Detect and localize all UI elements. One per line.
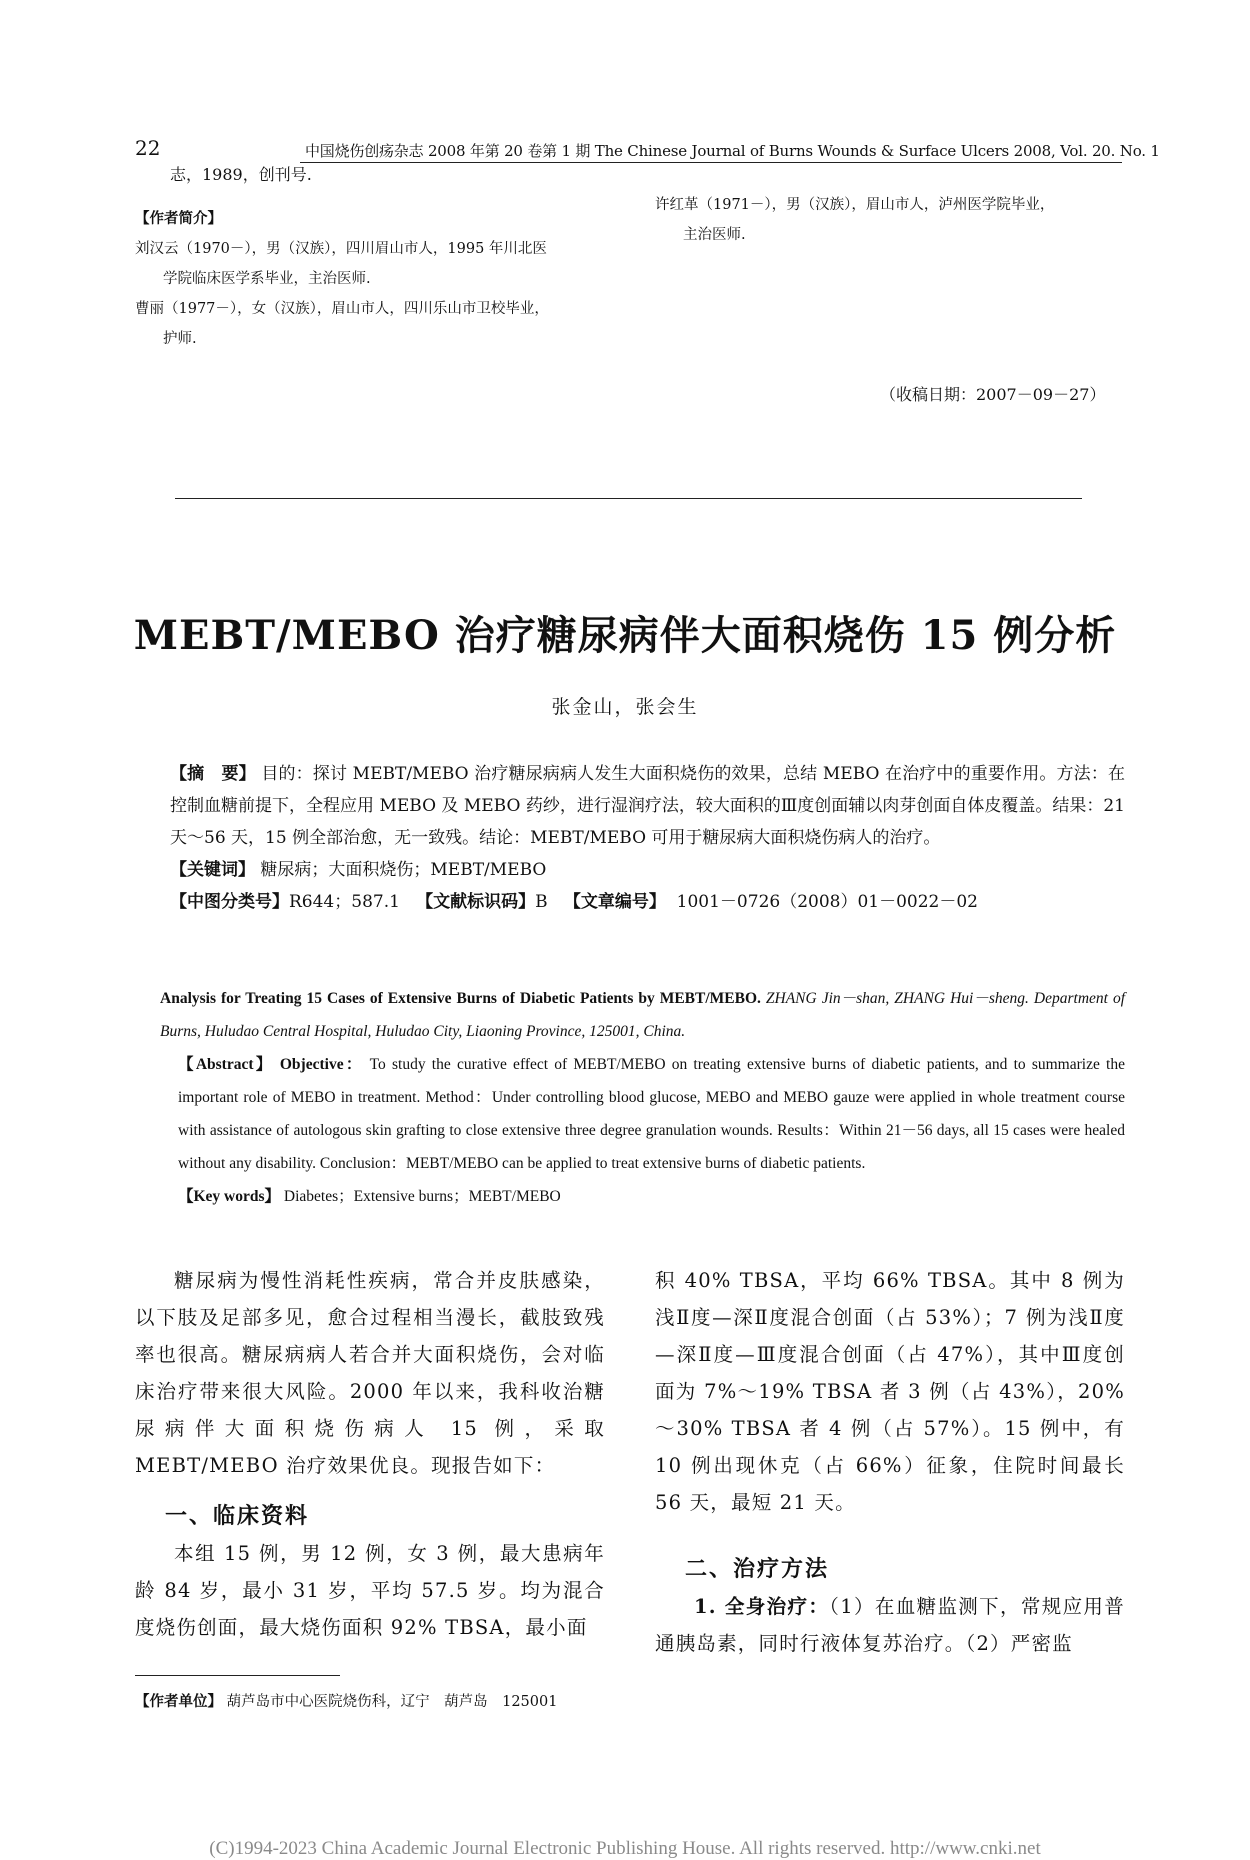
clinical-paragraph: 本组 15 例，男 12 例，女 3 例，最大患病年龄 84 岁，最小 31 岁，平均 57.5 岁。均为混合度烧伤创面，最大烧伤面积 92% TBSA，最小面 bbox=[135, 1542, 605, 1639]
keywords-label: 【关键词】 bbox=[170, 860, 255, 880]
top-right-block bbox=[655, 190, 1125, 250]
page-number: 22 bbox=[135, 136, 161, 160]
en-title: Analysis for Treating 15 Cases of Extensive Burns of Diabetic Patients by MEBT/MEBO. bbox=[160, 990, 761, 1007]
article-authors: 张金山，张会生 bbox=[551, 696, 699, 718]
body-right bbox=[655, 1262, 1125, 1662]
abstract-cn bbox=[170, 758, 1125, 918]
keywords-text: 糖尿病；大面积烧伤；MEBT/MEBO bbox=[255, 860, 547, 880]
en-authors-affiliation: ZHANG Jin－shan, ZHANG Hui－sheng. Department of Burns, Huludao Central Hospital, Huludao City, Liaoning Province, 125001, China. bbox=[160, 990, 1125, 1040]
footnote-label: 【作者单位】 bbox=[135, 1693, 222, 1710]
doc-code-value: B bbox=[535, 892, 548, 912]
treatment-paragraph: （1）在血糖监测下，常规应用普通胰岛素，同时行液体复苏治疗。（2）严密监 bbox=[655, 1595, 1125, 1655]
top-left-block bbox=[135, 160, 605, 354]
en-keywords-label: 【Key words】 bbox=[178, 1188, 281, 1205]
author-intro-label: 【作者简介】 bbox=[135, 210, 222, 227]
abstract-label: 【摘 要】 bbox=[170, 764, 256, 784]
copyright-watermark: (C)1994-2023 China Academic Journal Electronic Publishing House. All rights reserved. http://www.cnki.net bbox=[209, 1838, 1041, 1859]
clinical-paragraph-cont: 积 40% TBSA，平均 66% TBSA。其中 8 例为浅Ⅱ度—深Ⅱ度混合创面（占 53%）；7 例为浅Ⅱ度—深Ⅱ度—Ⅲ度混合创面（占 47%），其中Ⅲ度创面为 7%～19% TBSA 者 3 例（占 43%），20%～30% TBSA 者 4 例（占 57%）。15 例中，有 10 例出现休克（占 66%）征象，住院时间最长 56 天，最短 21 天。 bbox=[655, 1269, 1125, 1514]
section-heading-1: 一、临床资料 bbox=[165, 1503, 310, 1529]
section-heading-2: 二、治疗方法 bbox=[685, 1556, 830, 1582]
doc-code-label: 【文献标识码】 bbox=[416, 892, 536, 912]
author-intro-3b: 主治医师. bbox=[683, 227, 746, 243]
abstract-en bbox=[160, 982, 1125, 1213]
author-intro-2: 曹丽（1977－），女（汉族），眉山市人，四川乐山市卫校毕业， bbox=[135, 301, 549, 317]
intro-paragraph: 糖尿病为慢性消耗性疾病，常合并皮肤感染，以下肢及足部多见，愈合过程相当漫长，截肢致残率也很高。糖尿病病人若合并大面积烧伤，会对临床治疗带来很大风险。2000 年以来，我科收治糖尿病伴大面积烧伤病人 15 例，采取 MEBT/MEBO 治疗效果优良。现报告如下： bbox=[135, 1269, 605, 1477]
abstract-text: 目的：探讨 MEBT/MEBO 治疗糖尿病病人发生大面积烧伤的效果，总结 MEBO 在治疗中的重要作用。方法：在控制血糖前提下，全程应用 MEBO 及 MEBO 药纱，进行湿润疗法，较大面积的Ⅲ度创面辅以肉芽创面自体皮覆盖。结果：21 天～56 天，15 例全部治愈，无一致残。结论：MEBT/MEBO 可用于糖尿病大面积烧伤病人的治疗。 bbox=[170, 764, 1125, 848]
footnote-text: 葫芦岛市中心医院烧伤科，辽宁 葫芦岛 125001 bbox=[222, 1694, 558, 1710]
footnote-rule bbox=[135, 1675, 340, 1676]
en-objective-label: Objective： bbox=[273, 1056, 364, 1073]
class-value: R644；587.1 bbox=[289, 892, 400, 912]
author-intro-1b: 学院临床医学系毕业，主治医师. bbox=[163, 271, 371, 287]
article-title: MEBT/MEBO 治疗糖尿病伴大面积烧伤 15 例分析 bbox=[133, 612, 1117, 659]
body-left bbox=[135, 1262, 605, 1646]
author-affiliation-footnote bbox=[135, 1690, 557, 1711]
section-separator bbox=[175, 498, 1082, 499]
author-intro-2b: 护师. bbox=[163, 331, 197, 347]
reference-tail: 志，1989，创刊号. bbox=[170, 165, 312, 184]
received-date: （收稿日期：2007－09－27） bbox=[880, 385, 1106, 404]
en-abstract-text: To study the curative effect of MEBT/MEBO on treating extensive burns of diabetic patients, and to summarize the important role of MEBO in treatment. Method：Under controlling blood glucose, MEBO and MEBO gauze were applied in whole treatment course with assistance of autologous skin grafting to close extensive three degree granulation wounds. Results：Within 21－56 days, all 15 cases were healed without any disability. Conclusion：MEBT/MEBO can be applied to treat extensive burns of diabetic patients. bbox=[178, 1056, 1125, 1172]
en-abstract-label: 【Abstract】 bbox=[178, 1056, 274, 1073]
article-no-label: 【文章编号】 bbox=[563, 892, 666, 912]
author-intro-1: 刘汉云（1970－），男（汉族），四川眉山市人，1995 年川北医 bbox=[135, 241, 547, 257]
article-no-value: 1001－0726（2008）01－0022－02 bbox=[676, 892, 978, 912]
en-keywords: Diabetes；Extensive burns；MEBT/MEBO bbox=[280, 1188, 561, 1205]
author-intro-3: 许红革（1971－），男（汉族），眉山市人，泸州医学院毕业， bbox=[655, 197, 1055, 213]
treatment-label: 1. 全身治疗： bbox=[694, 1595, 830, 1618]
class-label: 【中图分类号】 bbox=[170, 892, 289, 912]
running-header: 中国烧伤创疡杂志 2008 年第 20 卷第 1 期 The Chinese Journal of Burns Wounds & Surface Ulcers 2008, Vol. 20. No. 1 bbox=[305, 142, 1160, 160]
